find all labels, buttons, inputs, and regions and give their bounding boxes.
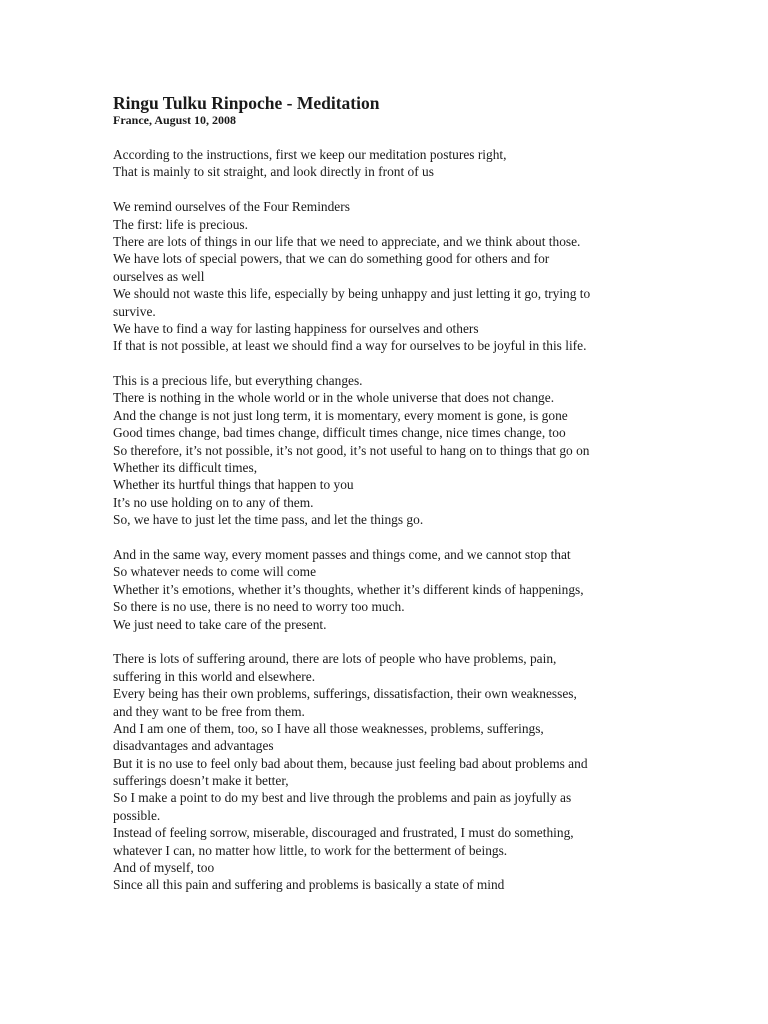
paragraph bbox=[113, 198, 658, 355]
text-line: and they want to be free from them. bbox=[113, 703, 305, 719]
text-line: There is lots of suffering around, there are lots of people who have problems, pain, bbox=[113, 651, 557, 667]
document-title: Ringu Tulku Rinpoche - Meditation bbox=[113, 93, 380, 113]
text-line: survive. bbox=[113, 303, 156, 319]
text-line: So, we have to just let the time pass, and let the things go. bbox=[113, 512, 424, 528]
text-line: Since all this pain and suffering and problems is basically a state of mind bbox=[113, 877, 505, 893]
text-line: And I am one of them, too, so I have all those weaknesses, problems, sufferings, bbox=[113, 720, 544, 736]
text-line: disadvantages and advantages bbox=[113, 738, 274, 754]
text-line: whatever I can, no matter how little, to work for the betterment of beings. bbox=[113, 842, 508, 858]
text-line: Whether its difficult times, bbox=[113, 460, 258, 476]
text-line: suffering in this world and elsewhere. bbox=[113, 668, 316, 684]
document-body bbox=[113, 146, 658, 894]
text-line: Whether it’s emotions, whether it’s thoughts, whether it’s different kinds of happenings, bbox=[113, 581, 584, 597]
text-line: We have lots of special powers, that we can do something good for others and for bbox=[113, 251, 550, 267]
text-line: So whatever needs to come will come bbox=[113, 564, 317, 580]
text-line: ourselves as well bbox=[113, 268, 205, 284]
text-line: Instead of feeling sorrow, miserable, discouraged and frustrated, I must do something, bbox=[113, 825, 574, 841]
text-line: possible. bbox=[113, 807, 161, 823]
text-line: We just need to take care of the present. bbox=[113, 616, 327, 632]
text-line: It’s no use holding on to any of them. bbox=[113, 494, 314, 510]
text-line: So I make a point to do my best and live through the problems and pain as joyfully as bbox=[113, 790, 572, 806]
text-line: We have to find a way for lasting happiness for ourselves and others bbox=[113, 320, 479, 336]
text-line: We should not waste this life, especially by being unhappy and just letting it go, trying to bbox=[113, 286, 591, 302]
text-line: There are lots of things in our life that we need to appreciate, and we think about those. bbox=[113, 233, 581, 249]
paragraph bbox=[113, 146, 658, 181]
paragraph bbox=[113, 650, 658, 893]
text-line: So therefore, it’s not possible, it’s not good, it’s not useful to hang on to things that go on bbox=[113, 442, 590, 458]
text-line: If that is not possible, at least we should find a way for ourselves to be joyful in this life. bbox=[113, 338, 587, 354]
paragraph bbox=[113, 372, 658, 529]
text-line: The first: life is precious. bbox=[113, 216, 248, 232]
document-page bbox=[113, 93, 658, 911]
paragraph bbox=[113, 546, 658, 633]
text-line: We remind ourselves of the Four Reminders bbox=[113, 199, 350, 215]
text-line: sufferings doesn’t make it better, bbox=[113, 773, 289, 789]
text-line: Whether its hurtful things that happen to you bbox=[113, 477, 354, 493]
text-line: And the change is not just long term, it is momentary, every moment is gone, is gone bbox=[113, 407, 568, 423]
document-subtitle: France, August 10, 2008 bbox=[113, 113, 236, 127]
text-line: And of myself, too bbox=[113, 860, 215, 876]
text-line: This is a precious life, but everything changes. bbox=[113, 373, 363, 389]
text-line: Good times change, bad times change, difficult times change, nice times change, too bbox=[113, 425, 566, 441]
text-line: That is mainly to sit straight, and look directly in front of us bbox=[113, 164, 434, 180]
text-line: There is nothing in the whole world or in the whole universe that does not change. bbox=[113, 390, 555, 406]
text-line: But it is no use to feel only bad about them, because just feeling bad about problems and bbox=[113, 755, 588, 771]
text-line: According to the instructions, first we keep our meditation postures right, bbox=[113, 147, 507, 162]
text-line: Every being has their own problems, sufferings, dissatisfaction, their own weaknesses, bbox=[113, 686, 577, 702]
text-line: So there is no use, there is no need to worry too much. bbox=[113, 599, 405, 615]
text-line: And in the same way, every moment passes and things come, and we cannot stop that bbox=[113, 546, 571, 562]
